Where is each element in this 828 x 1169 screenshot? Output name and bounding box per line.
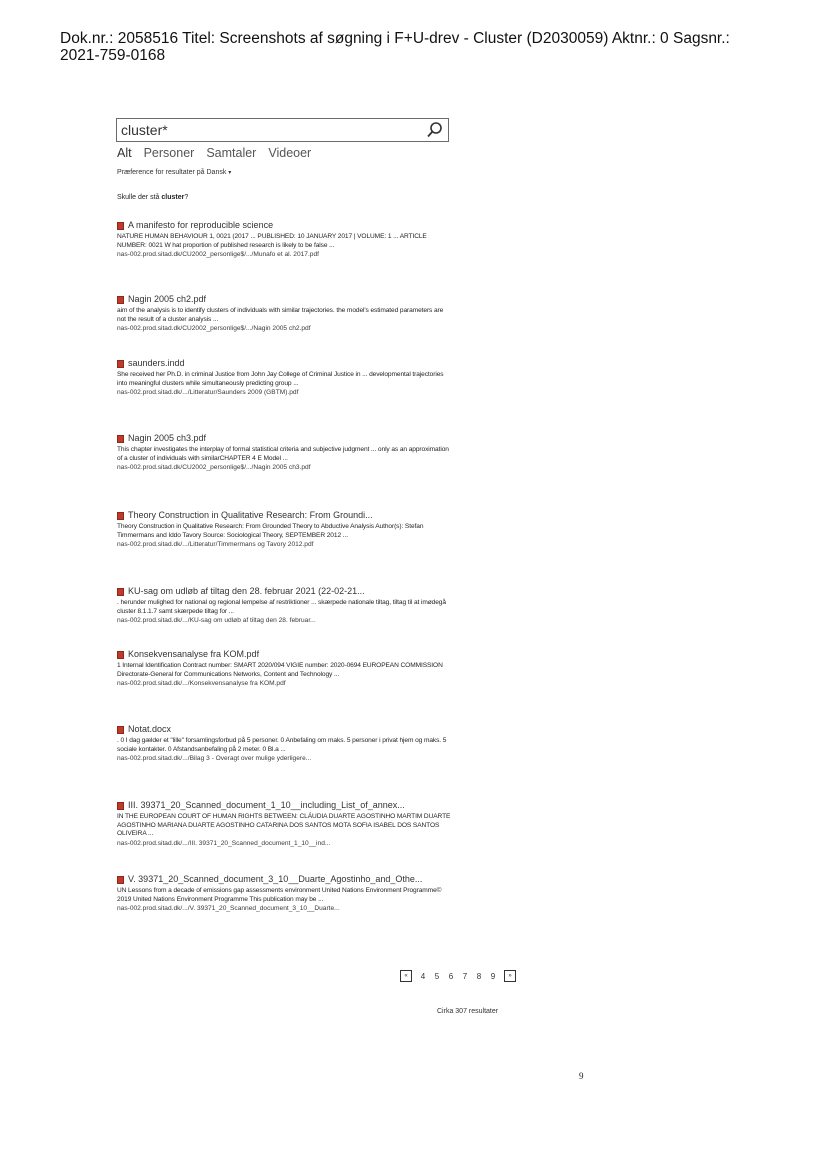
result-title-link[interactable]: A manifesto for reproducible science [128,220,274,230]
document-header-line2: 2021-759-0168 [60,47,166,64]
page-link-5[interactable]: 5 [434,971,440,981]
page-number: 9 [579,1071,584,1081]
result-snippet: She received her Ph.D. in criminal Justice from John Jay College of Criminal Justice in ... developmental trajectories into meaningful clusters while simultaneously predicting group ... [117,371,444,387]
page-link-9[interactable]: 9 [490,971,496,981]
did-you-mean [117,194,188,201]
search-result [117,800,452,848]
pdf-file-icon [117,435,124,443]
result-title-link[interactable]: saunders.indd [128,358,185,368]
result-snippet: . 0 I dag gælder et "lille" forsamlingsforbud på 5 personer. 0 Anbefaling om maks. 5 personer i privat hjem og maks. 5 sociale kontakter. 0 Afstandsanbefaling på 2 meter. 0 Bl.a ... [117,737,447,753]
search-result [117,874,452,914]
tab-conversations[interactable]: Samtaler [206,146,257,160]
pdf-file-icon [117,876,124,884]
pdf-file-icon [117,222,124,230]
result-title-link[interactable]: V. 39371_20_Scanned_document_3_10__Duarte_Agostinho_and_Othe... [128,874,423,884]
result-snippet: UN Lessons from a decade of emissions gap assessments environment United Nations Environment Programme© 2019 United Nations Environment Programme This publication may be ... [117,887,442,903]
result-url: nas-002.prod.sitad.dk/.../III. 39371_20_Scanned_document_1_10__ind... [117,839,331,847]
tab-videos[interactable]: Videoer [268,146,312,160]
search-result [117,586,452,626]
pdf-file-icon [117,802,124,810]
result-snippet: 1 Internal Identification Contract number: SMART 2020/094 VIGIE number: 2020-0694 EUROPEAN COMMISSION Directorate-General for Communications Networks, Content and Technology ... [117,662,443,678]
search-icon[interactable] [426,121,444,139]
result-snippet: . herunder mulighed for national og regional lempelse af restriktioner ... skærpede nationale tiltag, tiltag til at imødegå cluster 8.1.1.7 samt skærpede tiltag for ... [117,599,446,615]
search-result [117,220,452,260]
document-header [60,30,800,64]
pdf-file-icon [117,360,124,368]
result-count: Cirka 307 resultater [437,1008,499,1015]
preference-label: Præference for resultater på [117,169,205,176]
result-snippet: This chapter investigates the interplay of formal statistical criteria and subjective judgment ... only as an approximation of a cluster of individuals with similarCHAPTER 4 E Model ... [117,446,449,462]
result-snippet: NATURE HUMAN BEHAVIOUR 1, 0021 (2017 ... PUBLISHED: 10 JANUARY 2017 | VOLUME: 1 ... ARTICLE NUMBER: 0021 W hat proportion of published research is likely to be false ... [117,233,427,249]
search-result [117,358,452,398]
tab-people[interactable]: Personer [143,146,195,160]
result-url: nas-002.prod.sitad.dk/.../KU-sag om udløb af tiltag den 28. februar... [117,617,316,624]
result-title-link[interactable]: Nagin 2005 ch3.pdf [128,433,207,443]
search-result [117,433,452,473]
word-file-icon [117,726,124,734]
search-result [117,724,452,764]
did-you-mean-suffix: ? [184,194,189,201]
result-snippet: IN THE EUROPEAN COURT OF HUMAN RIGHTS BETWEEN: CLÁUDIA DUARTE AGOSTINHO MARTIM DUARTE AGOSTINHO MARIANA DUARTE AGOSTINHO CATARINA DOS SANTOS MOTA SOFIA ISABEL DOS SANTOS OLIVEIRA ... [117,813,451,837]
result-title-link[interactable]: Notat.docx [128,724,172,734]
chevron-down-icon: ▾ [228,170,232,176]
result-title-link[interactable]: Konsekvensanalyse fra KOM.pdf [128,649,260,659]
pdf-file-icon [117,588,124,596]
did-you-mean-link[interactable]: cluster [161,194,185,201]
search-input[interactable] [121,120,411,140]
result-title-link[interactable]: Nagin 2005 ch2.pdf [128,294,207,304]
page-link-7[interactable]: 7 [462,971,468,981]
document-header-line1: Dok.nr.: 2058516 Titel: Screenshots af søgning i F+U-drev - Cluster (D2030059) Aktnr.: 0 Sagsnr.: [60,30,730,47]
result-title-link[interactable]: III. 39371_20_Scanned_document_1_10__including_List_of_annex... [128,800,405,810]
result-url: nas-002.prod.sitad.dk/.../Litteratur/Timmermans og Tavory 2012.pdf [117,541,314,548]
previous-page-button[interactable]: « [400,970,412,982]
search-box[interactable] [116,118,449,142]
result-url: nas-002.prod.sitad.dk/CU2002_personlige$/.../Munafo et al. 2017.pdf [117,251,319,258]
search-result [117,649,452,689]
search-result [117,510,452,550]
page-link-6[interactable]: 6 [448,971,454,981]
result-url: nas-002.prod.sitad.dk/.../Bilag 3 - Overagt over mulige yderligere... [117,755,312,762]
result-url: nas-002.prod.sitad.dk/CU2002_personlige$/.../Nagin 2005 ch2.pdf [117,325,311,332]
result-snippet: aim of the analysis is to identify clusters of individuals with similar trajectories. the model's estimated parameters are not the result of a cluster analysis ... [117,307,444,323]
page-link-8[interactable]: 8 [476,971,482,981]
preference-language-dropdown[interactable]: Dansk ▾ [206,169,232,176]
pdf-file-icon [117,296,124,304]
result-url: nas-002.prod.sitad.dk/.../V. 39371_20_Scanned_document_3_10__Duarte... [117,905,340,912]
result-title-link[interactable]: KU-sag om udløb af tiltag den 28. februar 2021 (22-02-21... [128,586,365,596]
result-snippet: Theory Construction in Qualitative Research: From Grounded Theory to Abductive Analysis Author(s): Stefan Timmermans and Iddo Tavory Source: Sociological Theory, SEPTEMBER 2012 ... [117,523,424,539]
next-page-button[interactable]: » [504,970,516,982]
result-url: nas-002.prod.sitad.dk/.../Konsekvensanalyse fra KOM.pdf [117,680,286,687]
pagination [400,970,516,982]
language-preference [117,169,231,176]
search-result [117,294,452,334]
result-url: nas-002.prod.sitad.dk/.../Litteratur/Saunders 2009 (GBTM).pdf [117,389,299,396]
did-you-mean-prefix: Skulle der stå [117,194,160,201]
pdf-file-icon [117,512,124,520]
result-title-link[interactable]: Theory Construction in Qualitative Research: From Groundi... [128,510,373,520]
page-link-4[interactable]: 4 [420,971,426,981]
search-tabs [117,146,311,160]
result-url: nas-002.prod.sitad.dk/CU2002_personlige$/.../Nagin 2005 ch3.pdf [117,464,311,471]
tab-all[interactable]: Alt [117,146,132,160]
pdf-file-icon [117,651,124,659]
